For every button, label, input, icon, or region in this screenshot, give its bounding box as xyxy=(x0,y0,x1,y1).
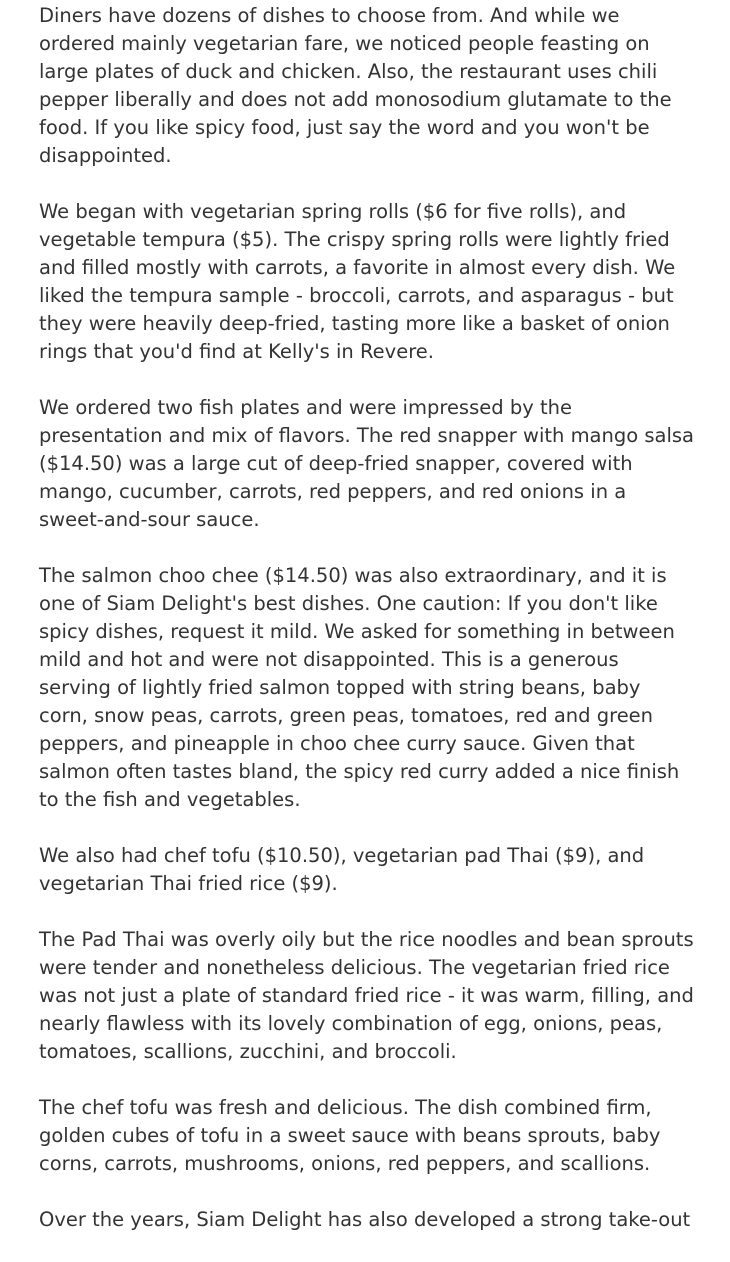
paragraph-other-dishes: We also had chef tofu ($10.50), vegetarian pad Thai ($9), and vegetarian Thai fried rice ($9). xyxy=(39,844,645,895)
paragraph-take-out: Over the years, Siam Delight has also developed a strong take-out xyxy=(39,1208,691,1231)
article-body xyxy=(39,2,694,1262)
paragraph-menu-overview: Diners have dozens of dishes to choose from. And while we ordered mainly vegetarian fare, we noticed people feasting on large plates of duck and chicken. Also, the restaurant uses chili pepper liberally and does not add monosodium glutamate to the food. If you like spicy food, just say the word and you won't be disappointed. xyxy=(39,4,672,167)
paragraph-salmon-choo-chee: The salmon choo chee ($14.50) was also extraordinary, and it is one of Siam Delight's best dishes. One caution: If you don't like spicy dishes, request it mild. We asked for something in between mild and hot and were not disappointed. This is a generous serving of lightly fried salmon topped with string beans, baby corn, snow peas, carrots, green peas, tomatoes, red and green peppers, and pineapple in choo chee curry sauce. Given that salmon often tastes bland, the spicy red curry added a nice finish to the fish and vegetables. xyxy=(39,564,680,811)
paragraph-appetizers: We began with vegetarian spring rolls ($6 for five rolls), and vegetable tempura ($5). The crispy spring rolls were lightly fried and filled mostly with carrots, a favorite in almost every dish. We liked the tempura sample - broccoli, carrots, and asparagus - but they were heavily deep-fried, tasting more like a basket of onion rings that you'd find at Kelly's in Revere. xyxy=(39,200,676,363)
paragraph-pad-thai-fried-rice: The Pad Thai was overly oily but the rice noodles and bean sprouts were tender and nonetheless delicious. The vegetarian fried rice was not just a plate of standard fried rice - it was warm, filling, and nearly flawless with its lovely combination of egg, onions, peas, tomatoes, scallions, zucchini, and broccoli. xyxy=(39,928,694,1063)
paragraph-fish-plates: We ordered two fish plates and were impressed by the presentation and mix of flavors. The red snapper with mango salsa ($14.50) was a large cut of deep-fried snapper, covered with mango, cucumber, carrots, red peppers, and red onions in a sweet-and-sour sauce. xyxy=(39,396,695,531)
paragraph-chef-tofu: The chef tofu was fresh and delicious. The dish combined firm, golden cubes of tofu in a sweet sauce with beans sprouts, baby corns, carrots, mushrooms, onions, red peppers, and scallions. xyxy=(39,1096,661,1175)
